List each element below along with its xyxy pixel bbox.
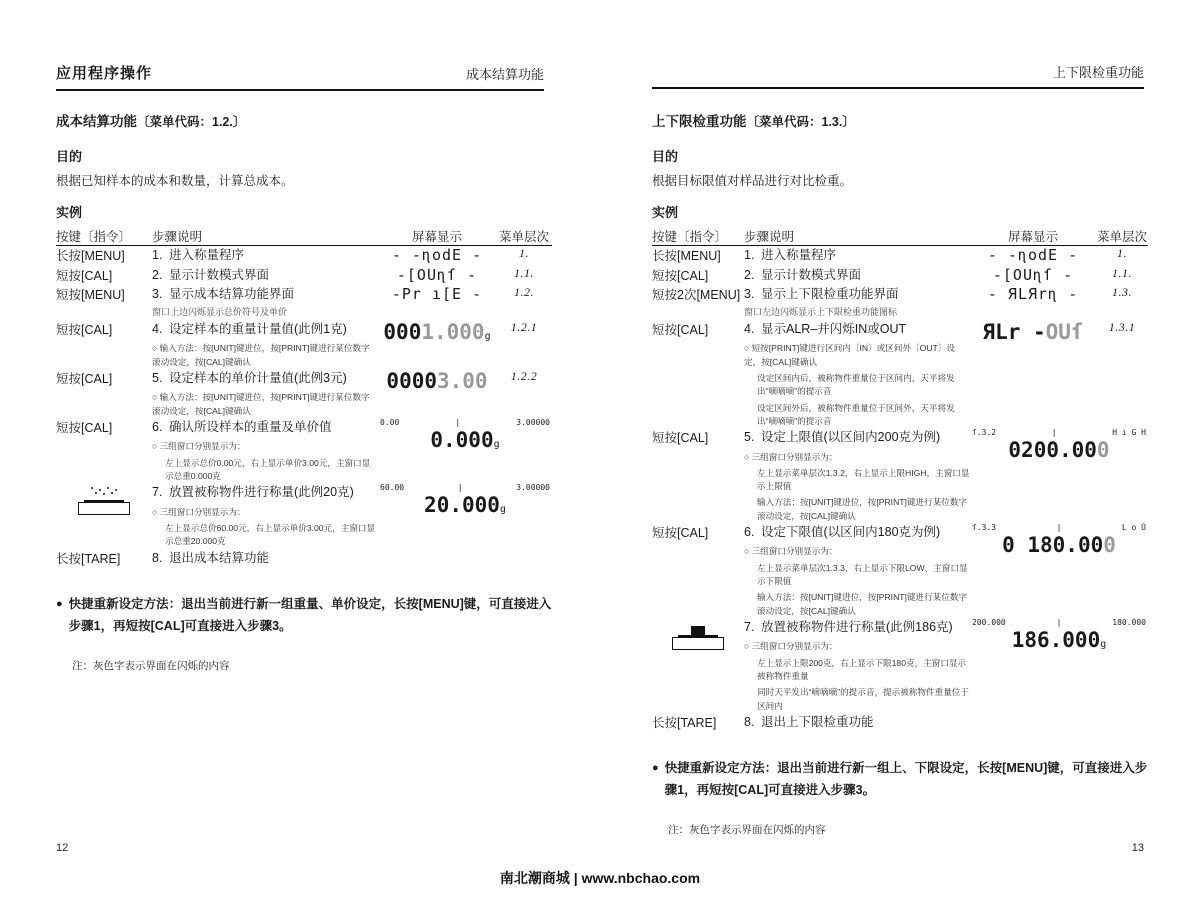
step-key: 长按[TARE] (56, 551, 121, 566)
section-title-text: 上下限检重功能 (652, 114, 747, 129)
display-value-black: 0000 (386, 368, 437, 393)
display-main-value (970, 533, 1148, 557)
display-readout: -[OUɳſ - (396, 265, 478, 284)
step-number: 7. (744, 620, 755, 634)
step-key: 短按[CAL] (56, 371, 113, 386)
display-readout: - -ɳodE - (987, 246, 1079, 265)
step-note: ○ 三组窗口分别显示为： (152, 506, 246, 517)
display-value-flashing: 0 (1096, 438, 1110, 463)
step-note-3: 同时天平发出“嘀嘀嘀”的提示音，提示被称物件重量位于区间内 (757, 687, 969, 711)
display-top-right: L o Ǔ (1121, 523, 1146, 533)
step-note-2: 左上显示菜单层次1.3.2，右上显示上限HIGH，主窗口显示上限值 (757, 467, 970, 492)
menu-level: 1.3. (1112, 285, 1132, 299)
col-menu: 菜单层次 (1096, 230, 1147, 245)
steps-table-left (56, 227, 552, 568)
bullet-dot-icon: ● (56, 597, 63, 610)
step-desc: 确认所设样本的重量及单价值 (169, 419, 332, 434)
table-row (652, 285, 1148, 320)
step-number: 1. (152, 248, 163, 263)
menu-level: 1.2. (514, 285, 534, 299)
page-body-right (652, 110, 1148, 837)
display-readout: - ЯLЯrɳ - (987, 285, 1079, 303)
step-number: 4. (744, 321, 755, 336)
display-top-left: ſ.3.3 (972, 523, 997, 533)
step-note-detail: 左上显示总价0.00元，右上显示单价3.00元，主窗口显示总重0.000克 (165, 457, 371, 481)
display-value-black: 0200.00 (1008, 438, 1097, 463)
menu-level: 1. (1117, 246, 1127, 261)
step-number: 1. (744, 248, 755, 263)
col-desc: 步骤说明 (744, 230, 795, 245)
example-label: 实例 (56, 205, 83, 221)
page-header-right (652, 62, 1144, 89)
display-value-flashing: OUſ (1045, 319, 1084, 344)
example-label: 实例 (652, 205, 679, 221)
display-top-right: 3.00000 (516, 417, 550, 427)
display-panel (378, 418, 552, 452)
step-number: 8. (152, 550, 163, 565)
display-unit: g (1100, 639, 1107, 651)
tip-text: 快捷重新设定方法：退出当前进行新一组上、下限设定，长按[MENU]键，可直接进入步骤1，再短按[CAL]可直接进入步骤3。 (664, 761, 1148, 798)
step-desc: 放置被称物件进行称量(此例186克) (761, 620, 953, 634)
step-note-1: ○ 三组窗口分别显示为： (744, 546, 838, 557)
display-top-divider: | (455, 417, 461, 427)
step-note: ○ 输入方法：按[UNIT]键进位，按[PRINT]键进行某位数字滚动设定，按[CAL]键确认 (152, 392, 370, 416)
footnote: 注：灰色字表示界面在闪烁的内容 (668, 824, 826, 837)
step-number: 5. (744, 430, 755, 445)
display-readout: -[OUɳſ - (992, 265, 1074, 284)
step-key: 长按[MENU] (652, 249, 721, 264)
display-top-right: 180.000 (1112, 618, 1146, 627)
display-panel (970, 428, 1148, 462)
menu-level: 1.1. (1112, 265, 1132, 280)
table-row (652, 246, 1148, 265)
step-key: 短按[CAL] (56, 322, 113, 337)
display-value-black: 000 (383, 319, 422, 344)
step-subnote: 窗口上边闪烁显示总价符号及单价 (152, 307, 288, 318)
step-note-2: 左上显示菜单层次1.3.3，右上显示下限LOW，主窗口显示下限值 (757, 562, 968, 587)
step-desc: 设定下限值(以区间内180克为例) (761, 525, 941, 540)
display-value-black: 0 180.00 (1002, 533, 1104, 558)
purpose-text: 根据已知样本的成本和数量，计算总成本。 (56, 174, 294, 188)
table-row (56, 266, 552, 285)
step-note-1: ○ 三组窗口分别显示为： (744, 641, 838, 652)
display-panel (378, 483, 552, 517)
page-header-left (56, 62, 544, 91)
table-row (652, 713, 1148, 732)
step-note: ○ 输入方法：按[UNIT]键进位，按[PRINT]键进行某位数字滚动设定，按[CAL]键确认 (152, 343, 370, 367)
header-section: 成本结算功能 (465, 67, 544, 82)
step-desc: 退出成本结算功能 (169, 550, 270, 565)
step-desc: 进入称量程序 (169, 248, 245, 263)
display-panel (970, 523, 1148, 557)
step-key: 短按[CAL] (56, 420, 113, 435)
col-key: 按键〔指令〕 (56, 230, 132, 245)
display-value-flashing: 1.000 (421, 319, 485, 344)
section-title-code: 〔菜单代码：1.2.〕 (137, 115, 246, 129)
purpose-label: 目的 (652, 149, 679, 164)
display-value: 0.000 (430, 428, 494, 453)
table-row (652, 266, 1148, 285)
display-readout: - -ɳodE - (391, 246, 483, 265)
tip-bullet (56, 594, 552, 638)
menu-level: 1.2.2 (510, 368, 538, 383)
section-title (56, 110, 552, 130)
steps-table-right (652, 227, 1148, 732)
step-number: 8. (744, 714, 755, 729)
step-note-3: 输入方法：按[UNIT]键进位，按[PRINT]键进行某位数字滚动设定，按[CAL]键确认 (757, 592, 968, 616)
display-top-divider: | (1051, 428, 1057, 438)
step-number: 4. (152, 321, 163, 336)
step-desc: 显示计数模式界面 (761, 267, 862, 282)
step-number: 5. (152, 370, 163, 385)
step-desc: 显示ALR–并闪烁IN或OUT (761, 321, 907, 336)
step-desc: 设定样本的单价计量值(此例3元) (169, 370, 347, 385)
display-top-divider: | (457, 483, 463, 493)
step-key: 短按[CAL] (56, 268, 113, 283)
col-key: 按键〔指令〕 (652, 230, 728, 245)
display-unit: g (484, 330, 491, 342)
display-main-value (970, 628, 1148, 652)
menu-level: 1.3.1 (1108, 319, 1136, 334)
step-key: 短按[CAL] (652, 268, 709, 283)
step-key: 短按[CAL] (652, 526, 709, 541)
page-body-left (56, 110, 552, 673)
display-main-value (378, 493, 552, 517)
site-watermark: 南北潮商城 | www.nbchao.com (499, 870, 701, 886)
table-row (56, 483, 552, 548)
col-desc: 步骤说明 (152, 230, 203, 245)
display-main-value (970, 438, 1148, 462)
purpose-label: 目的 (56, 149, 83, 164)
step-note-1: ○ 三组窗口分别显示为： (744, 451, 838, 462)
display-top-right: 3.00000 (516, 483, 550, 493)
step-number: 3. (744, 287, 755, 301)
table-row (652, 618, 1148, 713)
table-row (56, 369, 552, 418)
step-number: 3. (152, 287, 163, 301)
header-section: 上下限检重功能 (1052, 65, 1144, 80)
step-number: 6. (744, 525, 755, 540)
step-desc: 进入称量程序 (761, 248, 837, 263)
step-note-2: 设定区间内后，被称物件重量位于区间内，天平将发出“嘀嘀嘀”的提示音 (757, 372, 955, 397)
col-display: 屏幕显示 (411, 230, 462, 245)
display-readout: -Pr ı[E - (391, 285, 483, 303)
page-right (600, 0, 1200, 906)
display-value: 20.000 (424, 493, 500, 518)
display-unit: g (493, 439, 500, 451)
menu-level: 1. (519, 246, 529, 261)
section-title (652, 110, 1148, 130)
section-title-code: 〔菜单代码：1.3.〕 (746, 115, 855, 129)
table-row (56, 418, 552, 483)
step-desc: 设定样本的重量计量值(此例1克) (169, 321, 347, 336)
display-readout (970, 320, 1096, 344)
step-desc: 显示成本结算功能界面 (169, 287, 295, 301)
table-row (56, 285, 552, 320)
step-number: 2. (744, 267, 755, 282)
tip-text: 快捷重新设定方法：退出当前进行新一组重量、单价设定，长按[MENU]键，可直接进入步骤1，再短按[CAL]可直接进入步骤3。 (68, 596, 552, 633)
display-readout (378, 369, 496, 393)
display-main-value (378, 428, 552, 452)
table-row (56, 320, 552, 369)
step-key: 短按[MENU] (56, 288, 125, 302)
menu-level: 1.1. (514, 265, 534, 280)
step-desc: 显示计数模式界面 (169, 267, 270, 282)
menu-level: 1.2.1 (510, 319, 538, 334)
display-readout (378, 320, 496, 344)
step-key: 长按[MENU] (56, 249, 125, 264)
table-row (652, 428, 1148, 523)
bullet-dot-icon: ● (652, 762, 659, 775)
step-subnote: 窗口左边闪烁显示上下限检重功能图标 (744, 307, 898, 318)
step-number: 2. (152, 267, 163, 282)
table-header-row (652, 227, 1148, 245)
step-key: 短按2次[MENU] (652, 288, 741, 302)
display-top-left: 200.000 (972, 618, 1006, 627)
table-row (56, 246, 552, 265)
col-display: 屏幕显示 (1007, 230, 1058, 245)
step-desc: 退出上下限检重功能 (761, 714, 874, 729)
step-key: 短按[CAL] (652, 322, 709, 337)
display-unit: g (499, 504, 506, 516)
step-note: ○ 三组窗口分别显示为： (152, 441, 246, 452)
display-top-right: H ı G H (1112, 428, 1146, 438)
display-value-flashing: 3.00 (437, 368, 488, 393)
step-note-1: ○ 短按[PRINT]键进行区间内〔IN〕或区间外〔OUT〕设定，按[CAL]键确认 (744, 343, 955, 367)
display-top-divider: | (1056, 618, 1062, 627)
display-value-flashing: 0 (1103, 533, 1116, 558)
footnote: 注：灰色字表示界面在闪烁的内容 (72, 659, 230, 672)
display-top-divider: | (1056, 523, 1062, 533)
step-note-3: 设定区间外后，被称物件重量位于区间外，天平将发出“嘀嘀嘀”的提示音 (757, 402, 955, 426)
display-panel (970, 618, 1148, 652)
page-number: 13 (1131, 842, 1144, 854)
purpose-text: 根据目标限值对样品进行对比检重。 (652, 174, 853, 188)
step-desc: 设定上限值(以区间内200克为例) (761, 430, 941, 445)
section-title-text: 成本结算功能 (56, 114, 137, 129)
display-value-black: ЯLr - (982, 319, 1046, 344)
page-number: 12 (56, 842, 69, 854)
table-row (56, 549, 552, 568)
display-top-left: 60.00 (380, 483, 405, 493)
step-number: 7. (152, 485, 163, 500)
step-key: 短按[CAL] (652, 431, 709, 446)
scale-with-particles-icon (76, 487, 132, 521)
step-note-detail: 左上显示总价60.00元，右上显示单价3.00元，主窗口显示总重20.000克 (165, 522, 376, 547)
step-note-3: 输入方法：按[UNIT]键进位，按[PRINT]键进行某位数字滚动设定，按[CAL]键确认 (757, 497, 968, 521)
step-note-2: 左上显示上限200克，右上显示下限180克，主窗口显示被称物件重量 (757, 657, 967, 681)
step-desc: 放置被称物件进行称量(此例20克) (169, 485, 354, 500)
step-desc: 显示上下限检重功能界面 (761, 287, 899, 301)
table-row (652, 320, 1148, 428)
display-value: 186.000 (1011, 628, 1101, 653)
table-row (652, 523, 1148, 618)
tip-bullet (652, 758, 1148, 802)
col-menu: 菜单层次 (498, 230, 549, 245)
display-top-left: 0.00 (380, 417, 400, 427)
step-key: 长按[TARE] (652, 715, 717, 730)
table-header-row (56, 227, 552, 245)
step-number: 6. (152, 419, 163, 434)
display-top-left: ſ.3.2 (972, 428, 997, 438)
scale-with-weight-icon (670, 622, 726, 656)
header-title: 应用程序操作 (56, 65, 153, 82)
